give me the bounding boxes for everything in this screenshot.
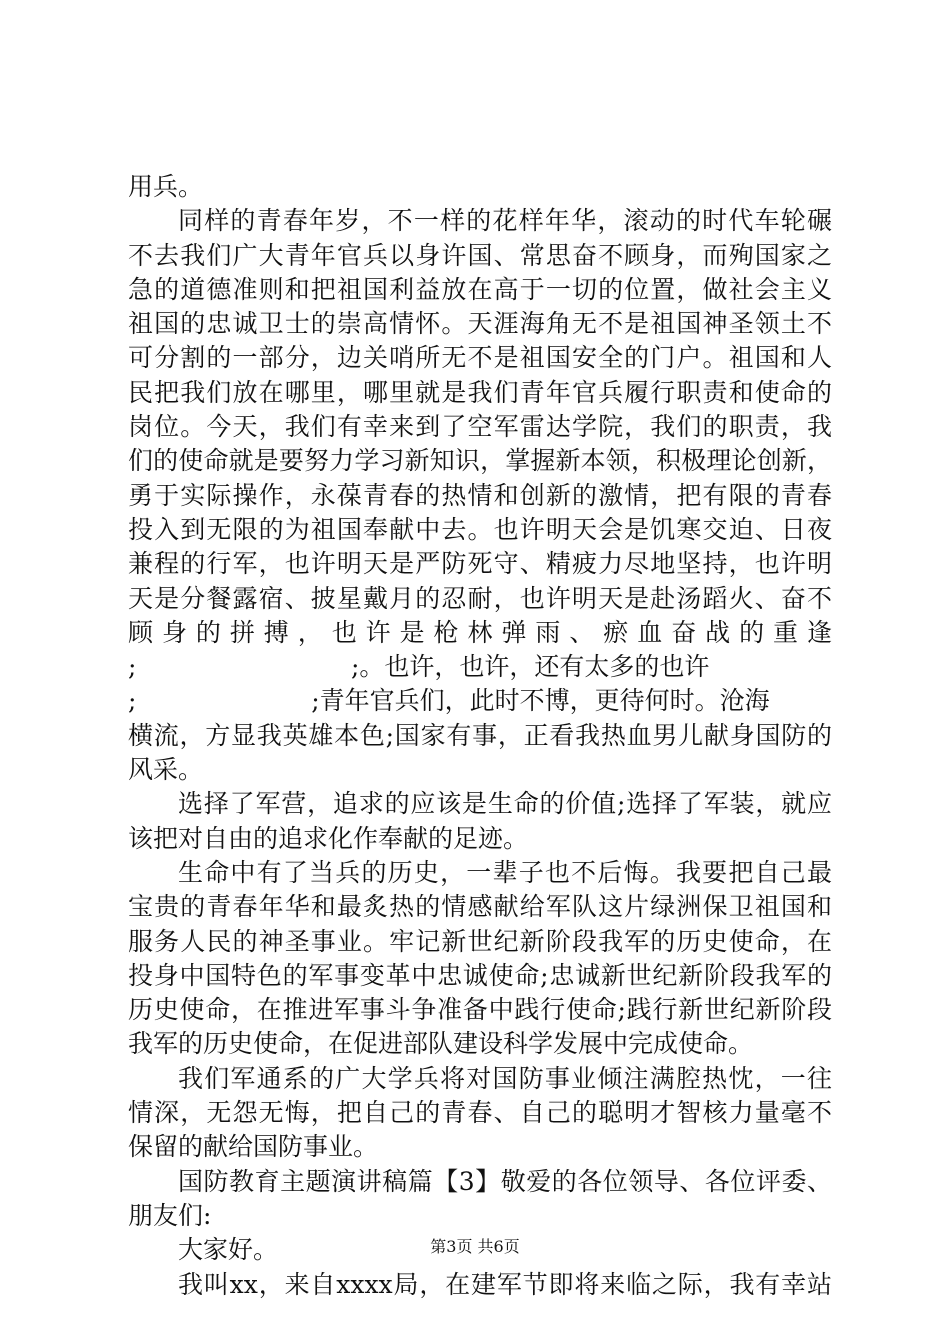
text-line: 勇于实际操作，永葆青春的热情和创新的激情，把有限的青春	[128, 480, 832, 510]
text-line: 国防教育主题演讲稿篇【3】敬爱的各位领导、各位评委、	[178, 1166, 832, 1196]
text-line: 我们军通系的广大学兵将对国防事业倾注满腔热忱，一往	[178, 1063, 832, 1093]
text-line: 历史使命，在推进军事斗争准备中践行使命;践行新世纪新阶段	[128, 995, 832, 1025]
document-body	[128, 170, 832, 1302]
text-line: 朋友们:	[128, 1200, 212, 1230]
text-line: ; ;青年官兵们，此时不博，更待何时。沧海	[128, 686, 770, 716]
text-line: 不去我们广大青年官兵以身许国、常思奋不顾身，而殉国家之	[128, 240, 832, 270]
text-line: 风采。	[128, 755, 204, 785]
text-line: 天是分餐露宿、披星戴月的忍耐，也许明天是赴汤蹈火、奋不	[128, 583, 832, 613]
text-line: 我叫xx，来自xxxx局，在建军节即将来临之际，我有幸站	[178, 1269, 832, 1299]
text-line: 选择了军营，追求的应该是生命的价值;选择了军装，就应	[178, 789, 832, 819]
text-line: 生命中有了当兵的历史，一辈子也不后悔。我要把自己最	[178, 857, 832, 887]
text-line: 投身中国特色的军事变革中忠诚使命;忠诚新世纪新阶段我军的	[128, 960, 832, 990]
text-line: 服务人民的神圣事业。牢记新世纪新阶段我军的历史使命，在	[128, 926, 832, 956]
text-line: 投入到无限的为祖国奉献中去。也许明天会是饥寒交迫、日夜	[128, 514, 832, 544]
text-line: 横流，方显我英雄本色;国家有事，正看我热血男儿献身国防的	[128, 720, 832, 750]
text-line: 祖国的忠诚卫士的崇高情怀。天涯海角无不是祖国神圣领土不	[128, 309, 832, 339]
text-line: 民把我们放在哪里，哪里就是我们青年官兵履行职责和使命的	[128, 377, 832, 407]
text-line: ; ;。也许，也许，还有太多的也许	[128, 652, 710, 682]
text-line: 该把对自由的追求化作奉献的足迹。	[128, 823, 529, 853]
text-line: 顾身的拼搏，也许是枪林弹雨、瘀血奋战的重逢	[128, 617, 832, 647]
page-footer: 第3页 共6页	[430, 1237, 520, 1256]
text-line: 急的道德准则和把祖国利益放在高于一切的位置，做社会主义	[128, 274, 832, 304]
text-line: 兼程的行军，也许明天是严防死守、精疲力尽地坚持，也许明	[128, 549, 832, 579]
text-line: 保留的献给国防事业。	[128, 1132, 379, 1162]
text-line: 可分割的一部分，边关哨所无不是祖国安全的门户。祖国和人	[128, 343, 832, 373]
text-line: 用兵。	[128, 172, 204, 201]
text-line: 们的使命就是要努力学习新知识，掌握新本领，积极理论创新，	[128, 446, 832, 476]
text-line: 同样的青春年岁，不一样的花样年华，滚动的时代车轮碾	[178, 206, 832, 236]
text-line: 大家好。	[178, 1235, 279, 1265]
text-line: 岗位。今天，我们有幸来到了空军雷达学院，我们的职责，我	[128, 412, 832, 442]
text-line: 情深，无怨无悔，把自己的青春、自己的聪明才智核力量毫不	[128, 1098, 832, 1128]
text-line: 我军的历史使命，在促进部队建设科学发展中完成使命。	[128, 1029, 754, 1059]
text-line: 宝贵的青春年华和最炙热的情感献给军队这片绿洲保卫祖国和	[128, 892, 832, 922]
